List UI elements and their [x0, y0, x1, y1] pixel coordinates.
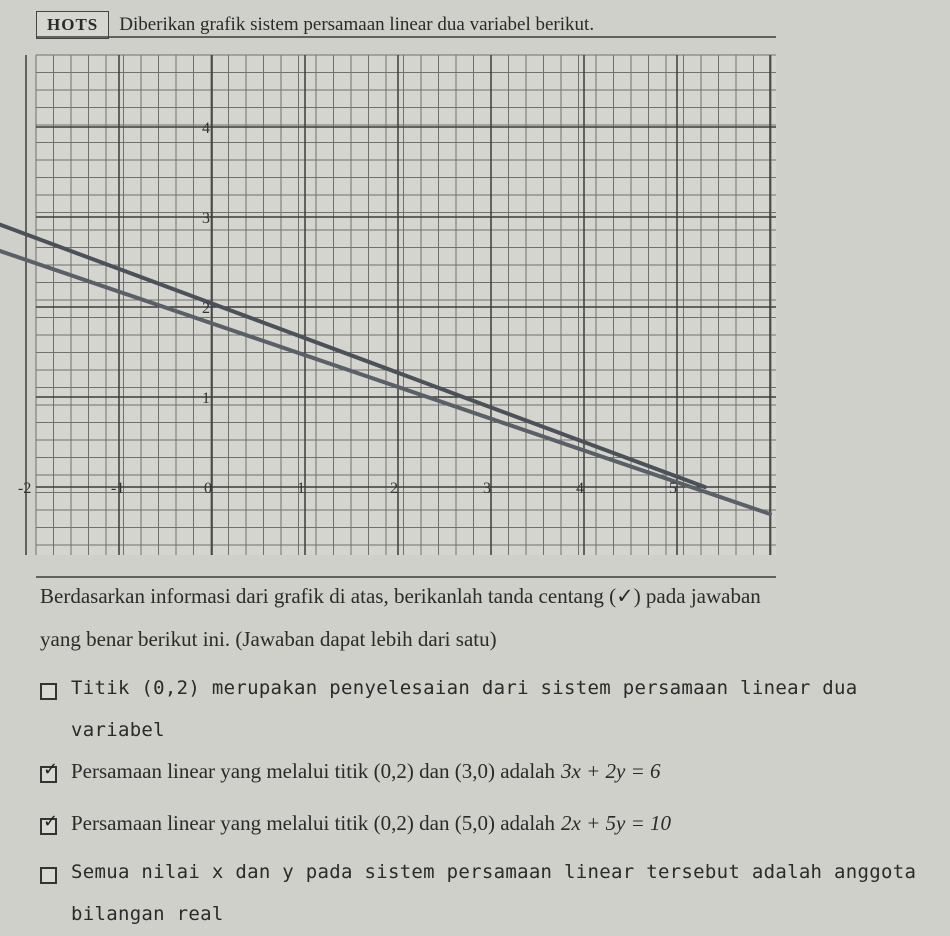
option-1-line-1: Titik (0,2) merupakan penyelesaian dari sistem persamaan linear dua: [71, 677, 858, 699]
option-2-equation: 3x + 2y = 6: [561, 759, 661, 783]
x-tick-label: -1: [111, 480, 125, 497]
x-tick-label: 5: [669, 480, 677, 497]
question-line-2: yang benar berikut ini. (Jawaban dapat lebih dari satu): [40, 627, 497, 651]
x-tick-label: 3: [483, 480, 491, 497]
y-tick-label: 4: [202, 120, 210, 137]
x-tick-label: 4: [576, 480, 584, 497]
checkmark-icon: ✓: [43, 759, 59, 780]
option-1-line-2: variabel: [71, 719, 165, 741]
x-tick-label: 1: [297, 480, 305, 497]
checkbox-2[interactable]: [40, 759, 59, 783]
checkbox-3[interactable]: [40, 811, 59, 835]
header: [36, 10, 594, 40]
checkbox-4[interactable]: [40, 867, 57, 884]
x-tick-label: 0: [204, 480, 212, 497]
option-3-statement: Persamaan linear yang melalui titik (0,2) dan (5,0) adalah: [71, 811, 555, 835]
checkmark-icon: ✓: [43, 811, 59, 832]
option-2-statement: Persamaan linear yang melalui titik (0,2) dan (3,0) adalah: [71, 759, 555, 783]
option-2[interactable]: [40, 760, 660, 792]
option-3-text: [71, 802, 671, 844]
option-4-line-2: bilangan real: [71, 903, 224, 925]
option-4[interactable]: [40, 861, 916, 935]
x-tick-label: 2: [390, 480, 398, 497]
graph-figure: [18, 55, 776, 555]
option-3-equation: 2x + 5y = 10: [561, 811, 671, 835]
option-2-text: [71, 750, 660, 792]
checkbox-1[interactable]: [40, 683, 57, 700]
option-4-line-1: Semua nilai x dan y pada sistem persamaan linear tersebut adalah anggota: [71, 861, 917, 883]
hots-badge: HOTS: [36, 11, 109, 39]
question-title: Diberikan grafik sistem persamaan linear dua variabel berikut.: [119, 14, 595, 35]
x-tick-label: -2: [18, 480, 32, 497]
y-tick-label: 3: [202, 210, 210, 227]
y-tick-label: 1: [202, 390, 210, 407]
option-4-text: [71, 851, 916, 935]
question-line-1: Berdasarkan informasi dari grafik di atas, berikanlah tanda centang (✓) pada jawaban: [40, 584, 761, 608]
y-tick-label: 2: [202, 300, 210, 317]
option-1[interactable]: [40, 677, 858, 751]
option-1-text: [71, 667, 858, 751]
option-3[interactable]: [40, 812, 671, 844]
